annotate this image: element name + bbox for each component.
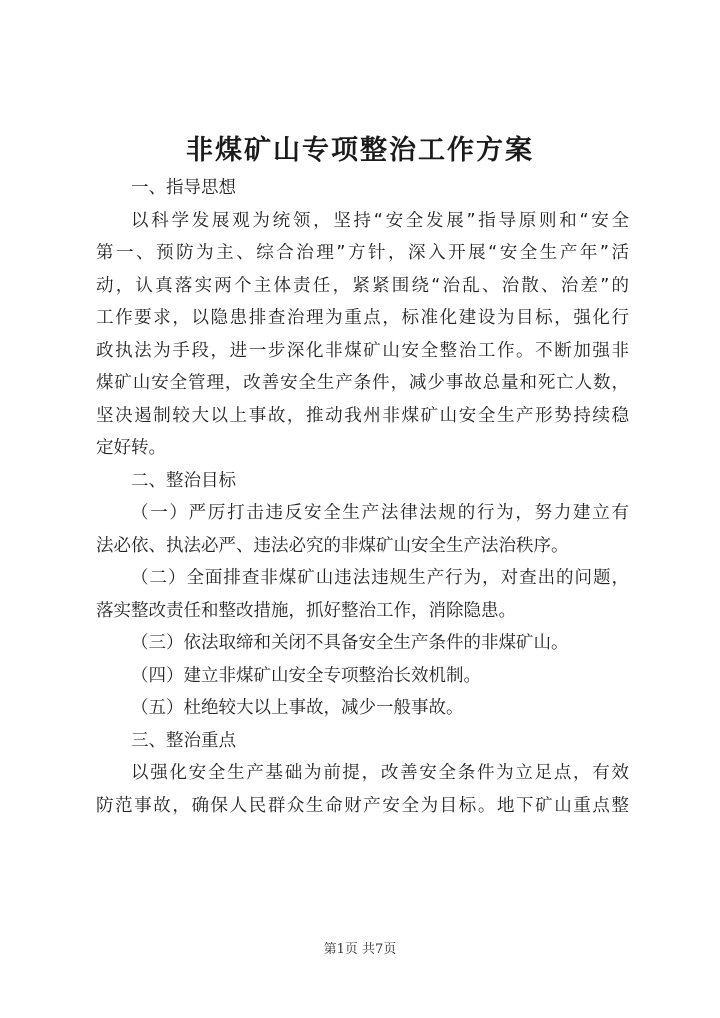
paragraph-line: 防范事故，确保人民群众生命财产安全为目标。地下矿山重点整 bbox=[96, 795, 629, 816]
paragraph-line: 工作要求，以隐患排查治理为重点，标准化建设为目标，强化行 bbox=[96, 308, 629, 328]
paragraph-line: 定好转。 bbox=[96, 438, 166, 458]
paragraph-line: 坚决遏制较大以上事故，推动我州非煤矿山安全生产形势持续稳 bbox=[96, 405, 629, 426]
list-item-line: （一）严厉打击违反安全生产法律法规的行为，努力建立有 bbox=[131, 503, 629, 523]
list-item-line: （四）建立非煤矿山安全专项整治长效机制。 bbox=[131, 665, 481, 686]
document-body bbox=[96, 172, 629, 822]
section-heading-guiding-ideology: 一、指导思想 bbox=[131, 178, 236, 198]
list-item-line: 法必依、执法必严、违法必究的非煤矿山安全生产法治秩序。 bbox=[96, 535, 569, 556]
paragraph-line: 政执法为手段，进一步深化非煤矿山安全整治工作。不断加强非 bbox=[96, 340, 629, 361]
document-title: 非煤矿山专项整治工作方案 bbox=[186, 135, 534, 166]
paragraph-line: 以强化安全生产基础为前提，改善安全条件为立足点，有效 bbox=[131, 763, 629, 783]
paragraph-line: 动，认真落实两个主体责任，紧紧围绕“治乱、治散、治差”的 bbox=[96, 275, 629, 296]
page-number-footer: 第1页 共7页 bbox=[323, 942, 397, 957]
list-item-line: （二）全面排查非煤矿山违法违规生产行为，对查出的问题， bbox=[131, 568, 629, 588]
paragraph-line: 第一、预防为主、综合治理”方针，深入开展“安全生产年”活 bbox=[96, 243, 629, 263]
paragraph-line: 煤矿山安全管理，改善安全生产条件，减少事故总量和死亡人数， bbox=[96, 373, 629, 393]
list-item-line: （五）杜绝较大以上事故，减少一般事故。 bbox=[131, 698, 464, 718]
paragraph-line: 以科学发展观为统领，坚持“安全发展”指导原则和“安全 bbox=[131, 210, 629, 231]
list-item-line: 落实整改责任和整改措施，抓好整治工作，消除隐患。 bbox=[96, 600, 516, 621]
section-heading-objectives: 二、整治目标 bbox=[131, 470, 236, 491]
section-heading-key-points: 三、整治重点 bbox=[131, 730, 236, 751]
list-item-line: （三）依法取缔和关闭不具备安全生产条件的非煤矿山。 bbox=[131, 633, 569, 653]
